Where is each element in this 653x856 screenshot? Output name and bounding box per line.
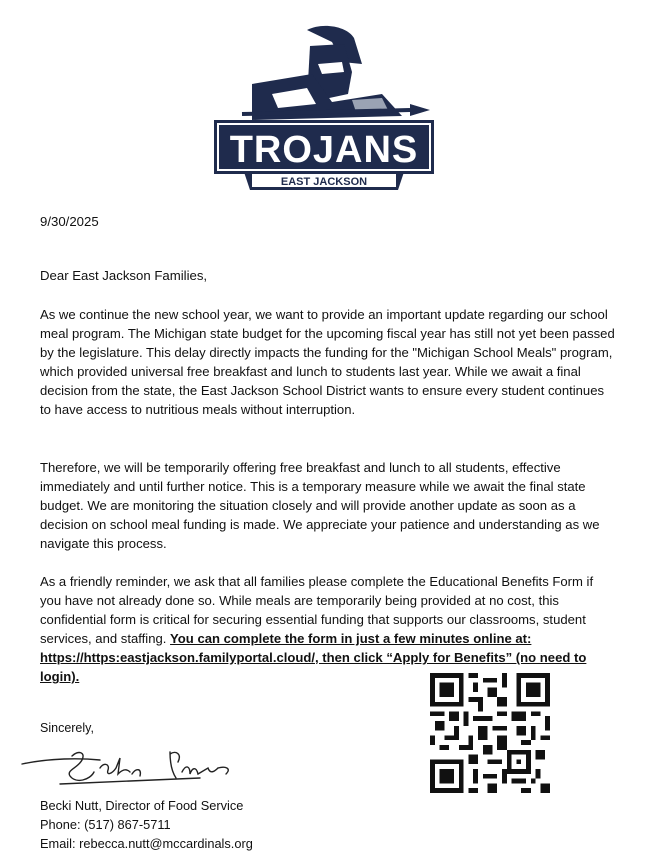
paragraph-benefits-reminder — [40, 572, 612, 686]
logo-name: TROJANS — [229, 129, 419, 171]
benefits-form-instructions[interactable]: You can complete the form in just a few minutes online at: https://https:eastjackson.familyportal.cloud/, then click “Apply for Benefits” (no need to login). — [40, 631, 587, 684]
paragraph-meal-update: As we continue the new school year, we want to provide an important update regarding our school meal program. The Michigan state budget for the upcoming fiscal year has still not yet been passed by the legislature. This delay directly impacts the funding for the "Michigan School Meals" program, which provided universal free breakfast and lunch to students last year. While we await a final decision from the state, the East Jackson School District wants to ensure every student continues to have access to nutritious meals without interruption. — [40, 307, 615, 417]
signer-name: Becki Nutt, Director of Food Service — [40, 798, 244, 813]
handwritten-signature — [20, 728, 260, 790]
contact-phone: Phone: (517) 867-5711 — [40, 817, 171, 832]
contact-email: Email: rebecca.nutt@mccardinals.org — [40, 836, 253, 851]
qr-code-icon[interactable] — [430, 673, 550, 793]
letter-greeting: Dear East Jackson Families, — [40, 268, 208, 283]
paragraph-free-meals: Therefore, we will be temporarily offering free breakfast and lunch to all students, effective immediately and until further notice. This is a temporary measure while we await the final state budget. We are monitoring the situation closely and will provide another update as soon as a decision on school meal funding is made. We appreciate your patience and understanding as we navigate this process. — [40, 460, 600, 551]
benefits-reminder-text: As a friendly reminder, we ask that all families please complete the Educational Benefits Form if you have not already done so. While meals are temporarily being provided at no cost, this confidential form is critical for securing essential funding that supports our classrooms, student services, and staffing. — [40, 574, 594, 646]
letter-date: 9/30/2025 — [40, 214, 99, 229]
letter-closing: Sincerely, — [40, 721, 94, 735]
trojans-logo — [212, 24, 436, 194]
logo-subtitle: EAST JACKSON — [280, 176, 368, 188]
